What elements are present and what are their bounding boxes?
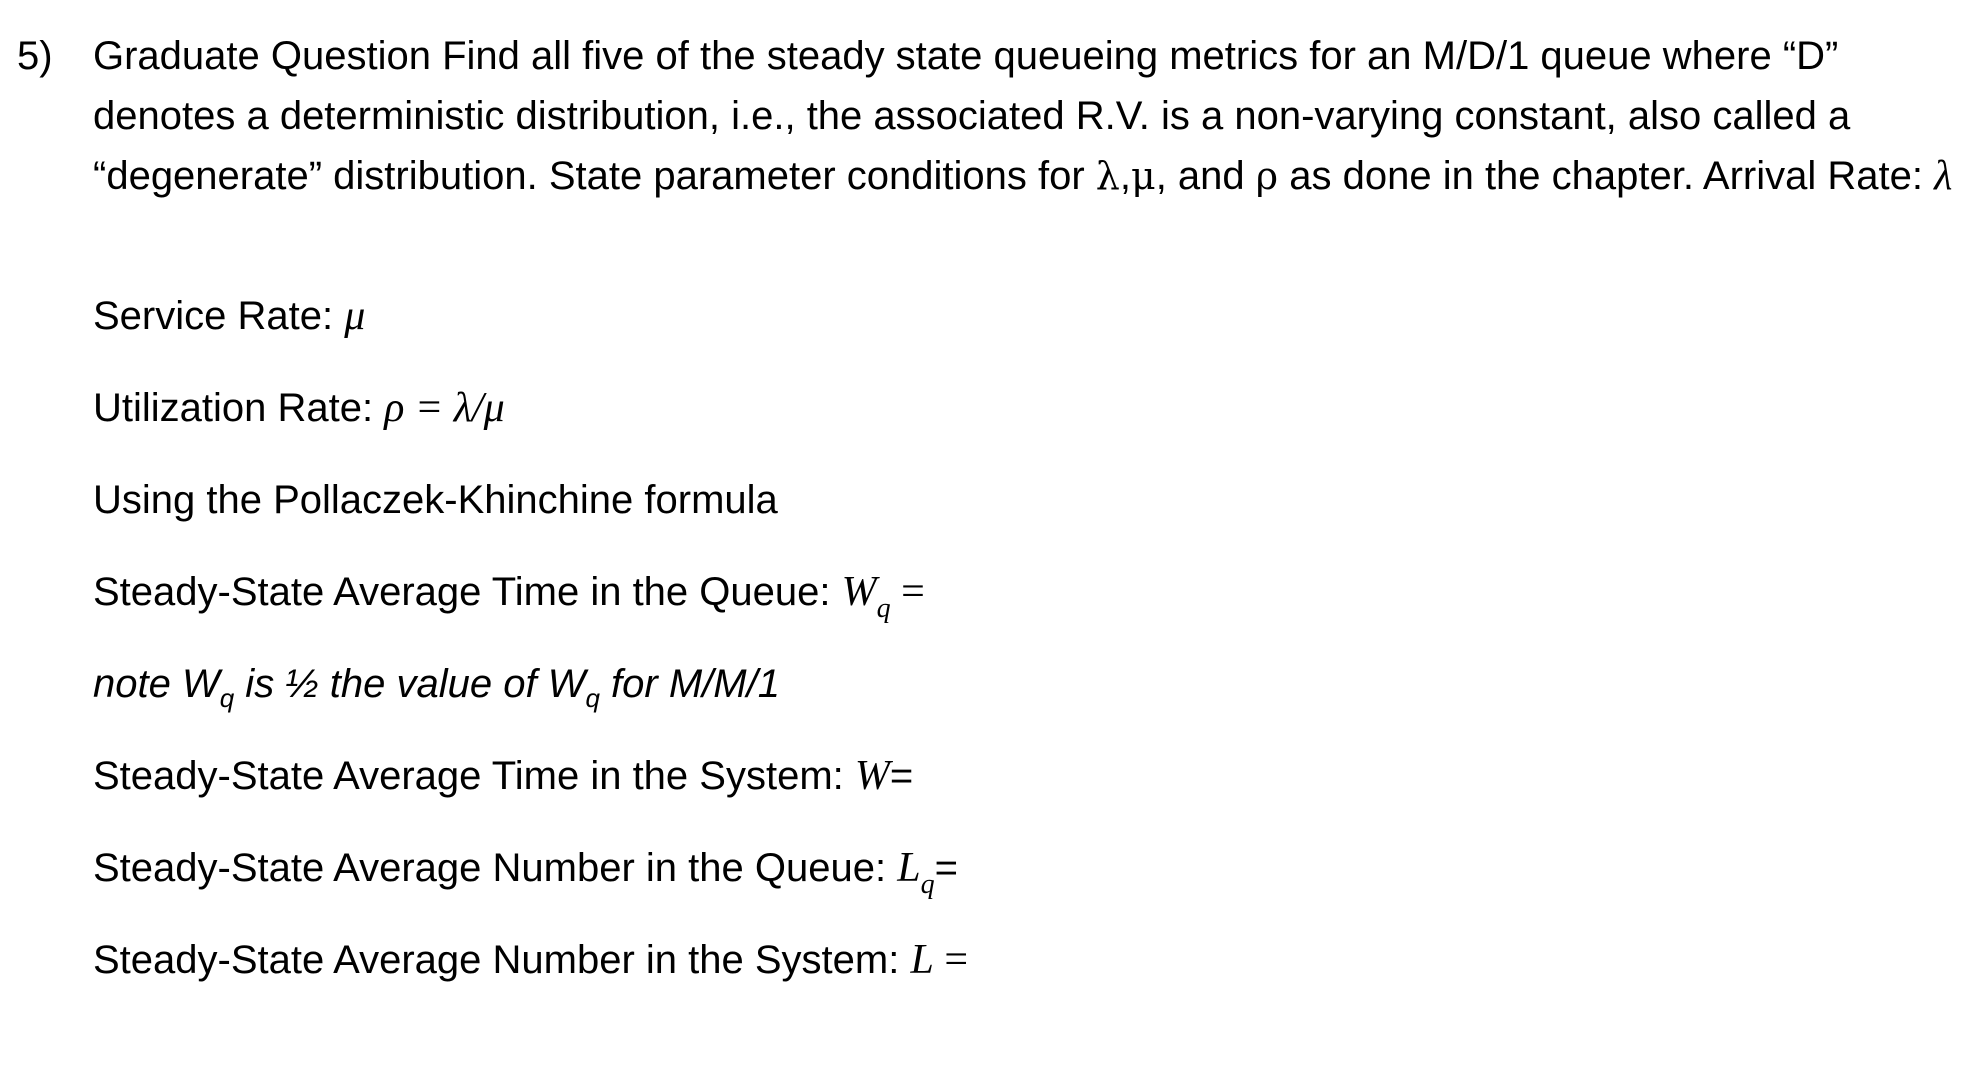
utilization-line	[93, 378, 505, 438]
question-number: 5)	[17, 34, 53, 78]
utilization-label: Utilization Rate:	[93, 386, 385, 430]
note-subscript-b: q	[585, 683, 600, 713]
note-text-c: for M/M/1	[599, 662, 780, 706]
w-label: Steady-State Average Time in the System:	[93, 754, 855, 798]
l-equals: =	[933, 937, 969, 983]
wq-symbol: W	[841, 569, 877, 615]
note-text-b: is ½ the value of W	[234, 662, 586, 706]
w-equals: =	[889, 754, 914, 798]
l-label: Steady-State Average Number in the System:	[93, 938, 911, 982]
w-line	[93, 746, 913, 806]
question-body: Graduate Question Find all five of the steady state queueing metrics for an M/D/1 queue where “D” denotes a deterministic distribution, i.e., the associated R.V. is a non-varying constant, also called a “degenerate” distribution. State parameter conditions for	[93, 34, 1851, 198]
lq-equals: =	[934, 846, 958, 890]
note-subscript-a: q	[219, 683, 235, 713]
arrival-rate-symbol: λ	[1934, 153, 1953, 199]
mu-symbol: μ	[1131, 154, 1156, 198]
question-text	[93, 26, 1953, 206]
utilization-expression: ρ = λ/μ	[384, 385, 505, 431]
l-line	[93, 930, 968, 990]
lq-line	[93, 838, 958, 903]
wq-line	[93, 562, 925, 627]
wq-subscript: q	[876, 593, 891, 624]
question-tail: as done in the chapter. Arrival Rate:	[1278, 154, 1935, 198]
pk-formula-line: Using the Pollaczek-Khinchine formula	[93, 478, 778, 522]
w-symbol: W	[854, 753, 890, 799]
service-rate-symbol: μ	[344, 293, 366, 339]
note-line	[93, 654, 780, 718]
wq-equals: =	[890, 569, 925, 615]
and-text: , and	[1155, 154, 1256, 198]
lq-label: Steady-State Average Number in the Queue:	[93, 846, 898, 890]
l-symbol: L	[910, 937, 934, 983]
rho-symbol: ρ	[1255, 154, 1279, 198]
service-rate-label: Service Rate:	[93, 294, 345, 338]
comma: ,	[1119, 154, 1131, 198]
wq-label: Steady-State Average Time in the Queue:	[93, 570, 842, 614]
note-text-a: note W	[93, 662, 220, 706]
service-rate-line	[93, 286, 365, 346]
lq-subscript: q	[920, 869, 935, 900]
lambda-symbol: λ	[1095, 154, 1120, 198]
lq-symbol: L	[897, 845, 921, 891]
